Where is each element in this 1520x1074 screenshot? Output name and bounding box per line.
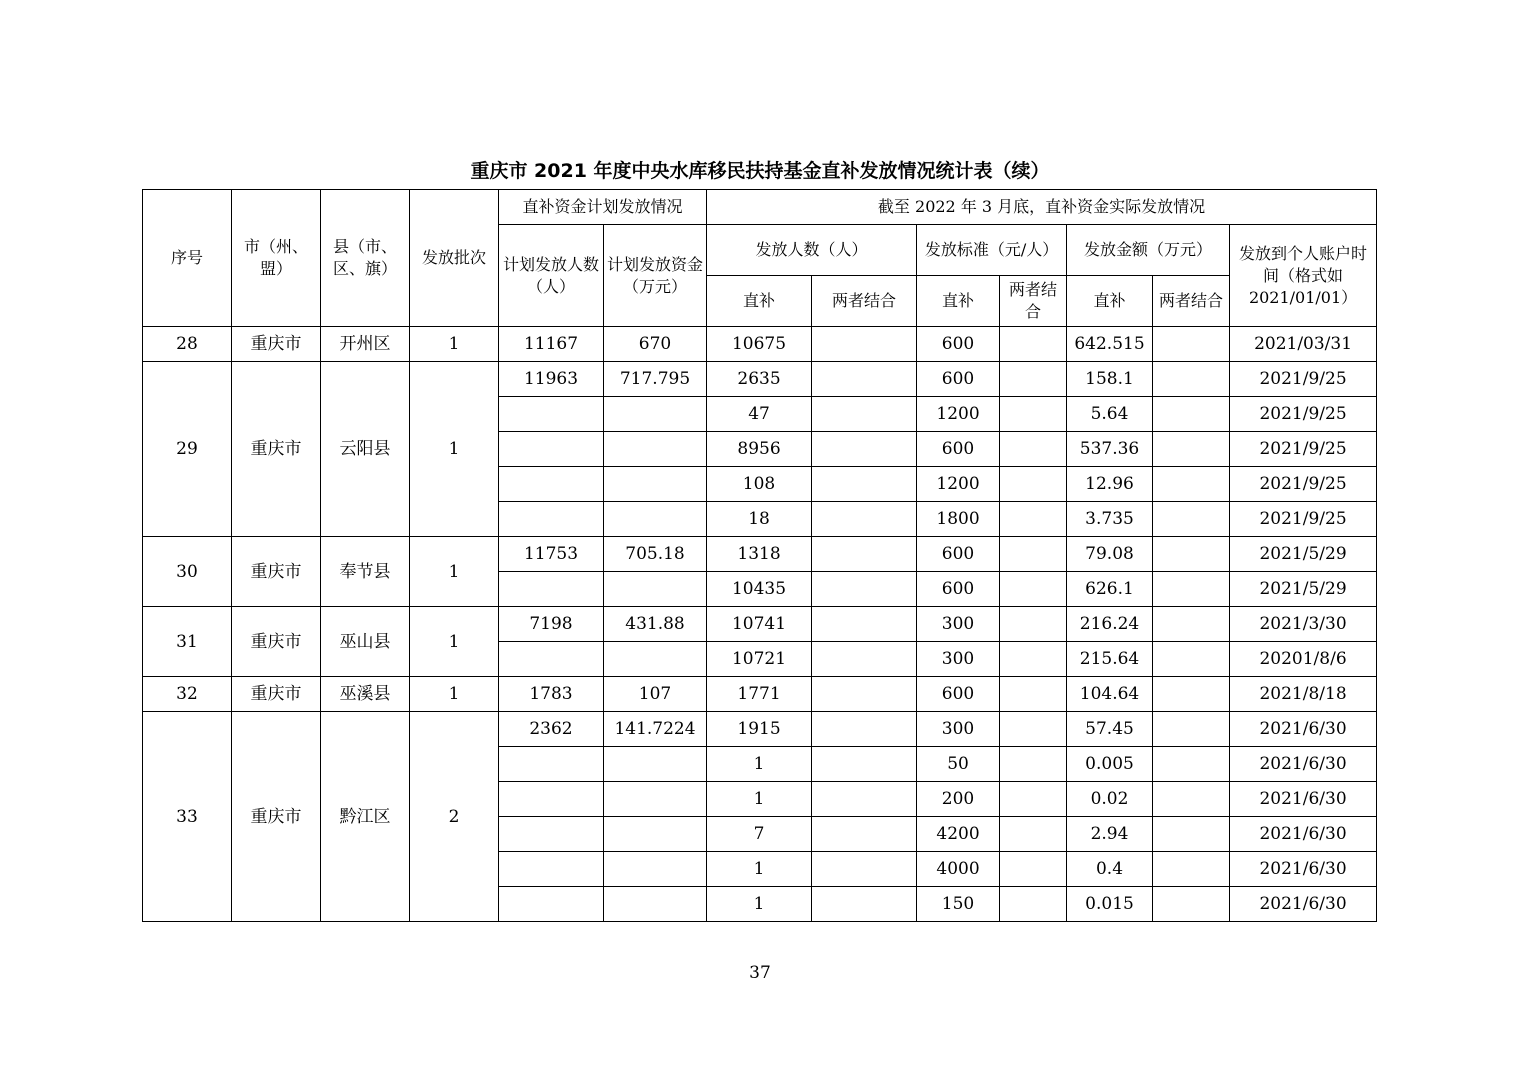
standard-combined-cell [1000, 642, 1067, 677]
amount-direct-cell: 5.64 [1067, 397, 1153, 432]
plan-people-cell [499, 642, 604, 677]
county-cell: 黔江区 [321, 712, 410, 922]
standard-combined-cell [1000, 817, 1067, 852]
people-direct-cell: 10675 [707, 327, 812, 362]
standard-direct-cell: 600 [917, 537, 1000, 572]
people-direct-cell: 1318 [707, 537, 812, 572]
standard-combined-cell [1000, 432, 1067, 467]
account-date-cell: 2021/9/25 [1230, 432, 1377, 467]
county-cell: 云阳县 [321, 362, 410, 537]
header-plan-funds: 计划发放资金（万元） [604, 225, 707, 327]
table-row [143, 537, 1377, 572]
standard-combined-cell [1000, 502, 1067, 537]
standard-direct-cell: 1800 [917, 502, 1000, 537]
table-row [143, 607, 1377, 642]
county-cell: 开州区 [321, 327, 410, 362]
city-cell: 重庆市 [232, 677, 321, 712]
seq-cell: 29 [143, 362, 232, 537]
header-people: 发放人数（人） [707, 225, 917, 276]
header-people-direct: 直补 [707, 276, 812, 327]
people-combined-cell [812, 537, 917, 572]
header-amount-direct: 直补 [1067, 276, 1153, 327]
amount-combined-cell [1153, 712, 1230, 747]
header-standard: 发放标准（元/人） [917, 225, 1067, 276]
plan-funds-cell [604, 572, 707, 607]
amount-direct-cell: 0.015 [1067, 887, 1153, 922]
amount-combined-cell [1153, 362, 1230, 397]
standard-combined-cell [1000, 852, 1067, 887]
plan-people-cell: 11963 [499, 362, 604, 397]
standard-combined-cell [1000, 397, 1067, 432]
amount-combined-cell [1153, 327, 1230, 362]
standard-direct-cell: 200 [917, 782, 1000, 817]
account-date-cell: 2021/5/29 [1230, 537, 1377, 572]
amount-direct-cell: 3.735 [1067, 502, 1153, 537]
standard-combined-cell [1000, 467, 1067, 502]
amount-direct-cell: 0.005 [1067, 747, 1153, 782]
plan-funds-cell [604, 747, 707, 782]
people-direct-cell: 1771 [707, 677, 812, 712]
amount-direct-cell: 537.36 [1067, 432, 1153, 467]
people-direct-cell: 108 [707, 467, 812, 502]
plan-funds-cell [604, 432, 707, 467]
account-date-cell: 20201/8/6 [1230, 642, 1377, 677]
plan-people-cell [499, 432, 604, 467]
header-seq: 序号 [143, 190, 232, 327]
seq-cell: 31 [143, 607, 232, 677]
header-batch: 发放批次 [410, 190, 499, 327]
amount-direct-cell: 215.64 [1067, 642, 1153, 677]
standard-direct-cell: 300 [917, 642, 1000, 677]
people-direct-cell: 2635 [707, 362, 812, 397]
people-direct-cell: 10741 [707, 607, 812, 642]
amount-direct-cell: 626.1 [1067, 572, 1153, 607]
amount-direct-cell: 2.94 [1067, 817, 1153, 852]
people-direct-cell: 7 [707, 817, 812, 852]
amount-direct-cell: 104.64 [1067, 677, 1153, 712]
amount-combined-cell [1153, 642, 1230, 677]
header-county: 县（市、区、旗） [321, 190, 410, 327]
seq-cell: 32 [143, 677, 232, 712]
amount-direct-cell: 216.24 [1067, 607, 1153, 642]
page-title: 重庆市 2021 年度中央水库移民扶持基金直补发放情况统计表（续） [470, 160, 1050, 182]
people-combined-cell [812, 782, 917, 817]
plan-people-cell [499, 817, 604, 852]
standard-combined-cell [1000, 537, 1067, 572]
plan-funds-cell: 705.18 [604, 537, 707, 572]
plan-funds-cell [604, 467, 707, 502]
seq-cell: 30 [143, 537, 232, 607]
people-combined-cell [812, 607, 917, 642]
amount-combined-cell [1153, 432, 1230, 467]
people-combined-cell [812, 747, 917, 782]
amount-combined-cell [1153, 467, 1230, 502]
amount-direct-cell: 0.4 [1067, 852, 1153, 887]
header-standard-direct: 直补 [917, 276, 1000, 327]
standard-direct-cell: 600 [917, 677, 1000, 712]
statistics-table [142, 189, 1377, 922]
amount-direct-cell: 642.515 [1067, 327, 1153, 362]
header-city: 市（州、盟） [232, 190, 321, 327]
standard-combined-cell [1000, 747, 1067, 782]
amount-combined-cell [1153, 817, 1230, 852]
account-date-cell: 2021/6/30 [1230, 852, 1377, 887]
standard-direct-cell: 1200 [917, 397, 1000, 432]
standard-combined-cell [1000, 327, 1067, 362]
amount-combined-cell [1153, 502, 1230, 537]
account-date-cell: 2021/03/31 [1230, 327, 1377, 362]
account-date-cell: 2021/9/25 [1230, 467, 1377, 502]
standard-combined-cell [1000, 782, 1067, 817]
amount-combined-cell [1153, 607, 1230, 642]
plan-funds-cell: 717.795 [604, 362, 707, 397]
standard-direct-cell: 600 [917, 362, 1000, 397]
account-date-cell: 2021/6/30 [1230, 782, 1377, 817]
header-plan-people: 计划发放人数（人） [499, 225, 604, 327]
people-combined-cell [812, 852, 917, 887]
standard-direct-cell: 50 [917, 747, 1000, 782]
county-cell: 奉节县 [321, 537, 410, 607]
standard-combined-cell [1000, 887, 1067, 922]
plan-people-cell [499, 747, 604, 782]
plan-people-cell: 2362 [499, 712, 604, 747]
standard-direct-cell: 150 [917, 887, 1000, 922]
standard-combined-cell [1000, 362, 1067, 397]
batch-cell: 1 [410, 362, 499, 537]
plan-funds-cell [604, 642, 707, 677]
county-cell: 巫溪县 [321, 677, 410, 712]
people-direct-cell: 10435 [707, 572, 812, 607]
standard-combined-cell [1000, 677, 1067, 712]
people-combined-cell [812, 362, 917, 397]
plan-funds-cell [604, 817, 707, 852]
plan-people-cell [499, 502, 604, 537]
amount-combined-cell [1153, 677, 1230, 712]
people-combined-cell [812, 397, 917, 432]
header-amount-combined: 两者结合 [1153, 276, 1230, 327]
plan-people-cell: 11753 [499, 537, 604, 572]
people-combined-cell [812, 572, 917, 607]
amount-direct-cell: 79.08 [1067, 537, 1153, 572]
table-row [143, 677, 1377, 712]
seq-cell: 28 [143, 327, 232, 362]
people-direct-cell: 1 [707, 747, 812, 782]
people-direct-cell: 1 [707, 852, 812, 887]
amount-direct-cell: 158.1 [1067, 362, 1153, 397]
amount-combined-cell [1153, 397, 1230, 432]
plan-funds-cell: 107 [604, 677, 707, 712]
header-amount: 发放金额（万元） [1067, 225, 1230, 276]
amount-direct-cell: 12.96 [1067, 467, 1153, 502]
plan-funds-cell: 431.88 [604, 607, 707, 642]
people-direct-cell: 47 [707, 397, 812, 432]
standard-direct-cell: 1200 [917, 467, 1000, 502]
page-number: 37 [749, 963, 771, 983]
account-date-cell: 2021/3/30 [1230, 607, 1377, 642]
account-date-cell: 2021/6/30 [1230, 887, 1377, 922]
amount-combined-cell [1153, 747, 1230, 782]
plan-people-cell [499, 782, 604, 817]
amount-combined-cell [1153, 572, 1230, 607]
amount-combined-cell [1153, 782, 1230, 817]
standard-combined-cell [1000, 607, 1067, 642]
account-date-cell: 2021/8/18 [1230, 677, 1377, 712]
plan-people-cell [499, 397, 604, 432]
account-date-cell: 2021/9/25 [1230, 502, 1377, 537]
people-direct-cell: 1915 [707, 712, 812, 747]
table-row [143, 362, 1377, 397]
batch-cell: 1 [410, 677, 499, 712]
city-cell: 重庆市 [232, 712, 321, 922]
amount-combined-cell [1153, 537, 1230, 572]
people-combined-cell [812, 502, 917, 537]
city-cell: 重庆市 [232, 607, 321, 677]
account-date-cell: 2021/9/25 [1230, 362, 1377, 397]
county-cell: 巫山县 [321, 607, 410, 677]
people-combined-cell [812, 712, 917, 747]
standard-combined-cell [1000, 712, 1067, 747]
plan-people-cell [499, 467, 604, 502]
amount-direct-cell: 0.02 [1067, 782, 1153, 817]
city-cell: 重庆市 [232, 537, 321, 607]
plan-funds-cell [604, 887, 707, 922]
batch-cell: 1 [410, 537, 499, 607]
account-date-cell: 2021/6/30 [1230, 817, 1377, 852]
people-combined-cell [812, 887, 917, 922]
people-combined-cell [812, 642, 917, 677]
city-cell: 重庆市 [232, 327, 321, 362]
amount-direct-cell: 57.45 [1067, 712, 1153, 747]
plan-funds-cell [604, 852, 707, 887]
header-account-time: 发放到个人账户时间（格式如 2021/01/01） [1230, 225, 1377, 327]
plan-people-cell [499, 572, 604, 607]
amount-combined-cell [1153, 887, 1230, 922]
batch-cell: 2 [410, 712, 499, 922]
account-date-cell: 2021/5/29 [1230, 572, 1377, 607]
table-row [143, 712, 1377, 747]
plan-funds-cell [604, 502, 707, 537]
people-combined-cell [812, 817, 917, 852]
people-direct-cell: 10721 [707, 642, 812, 677]
header-actual-group: 截至 2022 年 3 月底，直补资金实际发放情况 [707, 190, 1377, 225]
account-date-cell: 2021/6/30 [1230, 747, 1377, 782]
plan-people-cell: 1783 [499, 677, 604, 712]
header-people-combined: 两者结合 [812, 276, 917, 327]
people-combined-cell [812, 467, 917, 502]
people-combined-cell [812, 432, 917, 467]
plan-funds-cell [604, 397, 707, 432]
people-direct-cell: 1 [707, 887, 812, 922]
batch-cell: 1 [410, 327, 499, 362]
people-direct-cell: 1 [707, 782, 812, 817]
plan-people-cell [499, 887, 604, 922]
account-date-cell: 2021/9/25 [1230, 397, 1377, 432]
standard-direct-cell: 600 [917, 572, 1000, 607]
people-direct-cell: 18 [707, 502, 812, 537]
plan-funds-cell: 141.7224 [604, 712, 707, 747]
standard-combined-cell [1000, 572, 1067, 607]
account-date-cell: 2021/6/30 [1230, 712, 1377, 747]
table-row [143, 327, 1377, 362]
city-cell: 重庆市 [232, 362, 321, 537]
header-standard-combined: 两者结合 [1000, 276, 1067, 327]
plan-people-cell: 7198 [499, 607, 604, 642]
people-combined-cell [812, 327, 917, 362]
standard-direct-cell: 600 [917, 327, 1000, 362]
standard-direct-cell: 600 [917, 432, 1000, 467]
amount-combined-cell [1153, 852, 1230, 887]
standard-direct-cell: 300 [917, 712, 1000, 747]
standard-direct-cell: 300 [917, 607, 1000, 642]
people-direct-cell: 8956 [707, 432, 812, 467]
plan-funds-cell: 670 [604, 327, 707, 362]
plan-people-cell: 11167 [499, 327, 604, 362]
table-body [143, 327, 1377, 922]
people-combined-cell [812, 677, 917, 712]
seq-cell: 33 [143, 712, 232, 922]
header-plan-group: 直补资金计划发放情况 [499, 190, 707, 225]
plan-funds-cell [604, 782, 707, 817]
batch-cell: 1 [410, 607, 499, 677]
standard-direct-cell: 4200 [917, 817, 1000, 852]
standard-direct-cell: 4000 [917, 852, 1000, 887]
plan-people-cell [499, 852, 604, 887]
